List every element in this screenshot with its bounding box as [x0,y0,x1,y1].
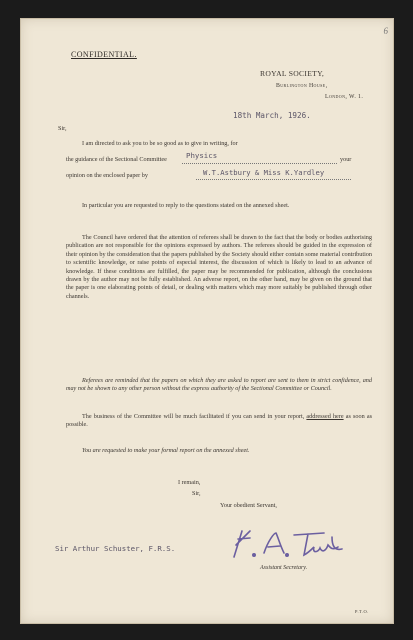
signature [228,523,348,563]
business-text-2: as soon as possible. [66,413,373,429]
address-line-2: London, W. 1. [325,94,364,100]
paragraph-1-your: your [340,156,352,163]
paper-authors: W.T.Astbury & Miss K.Yardley [203,168,325,177]
salutation: Sir, [58,125,67,132]
paragraph-1-line-3: opinion on the enclosed paper by [66,172,148,179]
pencil-mark: 6 [383,26,388,36]
committee-name: Physics [186,151,218,160]
paragraph-1-line-1: I am directed to ask you to be so good as to give in writing, for [82,140,238,147]
committee-fill-line [182,163,337,164]
authors-fill-line [196,179,351,180]
business-text-1: The business of the Committee will be much facilitated if you can send in your report, [82,413,305,420]
letter-date: 18th March, 1926. [233,111,311,120]
paragraph-business [66,413,372,430]
signatory-title: Assistant Secretary. [260,565,308,571]
confidential-heading: CONFIDENTIAL. [71,50,137,59]
org-name: ROYAL SOCIETY, [260,69,325,78]
addressed-here: addressed here [306,413,344,420]
addressee-name: Sir Arthur Schuster, F.R.S. [55,544,176,553]
formal-report-note: You are requested to make your formal report on the annexed sheet. [82,447,250,454]
closing-servant: Your obedient Servant, [220,502,277,509]
address-line-1: Burlington House, [276,83,328,89]
closing-remain: I remain, [178,479,201,486]
paragraph-2: In particular you are requested to reply to the questions stated on the annexed sheet. [82,202,290,209]
pto-mark: P.T.O. [355,609,369,614]
closing-sir: Sir, [192,490,201,497]
letter-sheet [20,18,394,624]
paragraph-council: The Council have ordered that the attention of referees shall be drawn to the fact that the body or bodies authorising publication are not responsible for the opinions expressed by authors. The referees should be guided in the expression of their opinion by the consideration that the papers published by the Society should either contain some material contribution to scientific knowledge, or raise points of especial interest, the discussion of which is likely to lead to an advance of knowledge. If these conditions are fulfilled, the paper may be recommended for publication, although the conclusions drawn by the author may not be fully established. An adverse report, on the other hand, may be given on the ground that the paper is one elaborating points of detail, or dealing with matters which may more suitably be published through other channels. [66,234,372,300]
paragraph-1-line-2: the guidance of the Sectional Committee [66,156,167,163]
referees-note: Referees are reminded that the papers on which they are asked to report are sent to them in strict confidence, and may not be shown to any other person without the express authority of the Sectional Committee or Council. [66,377,372,393]
